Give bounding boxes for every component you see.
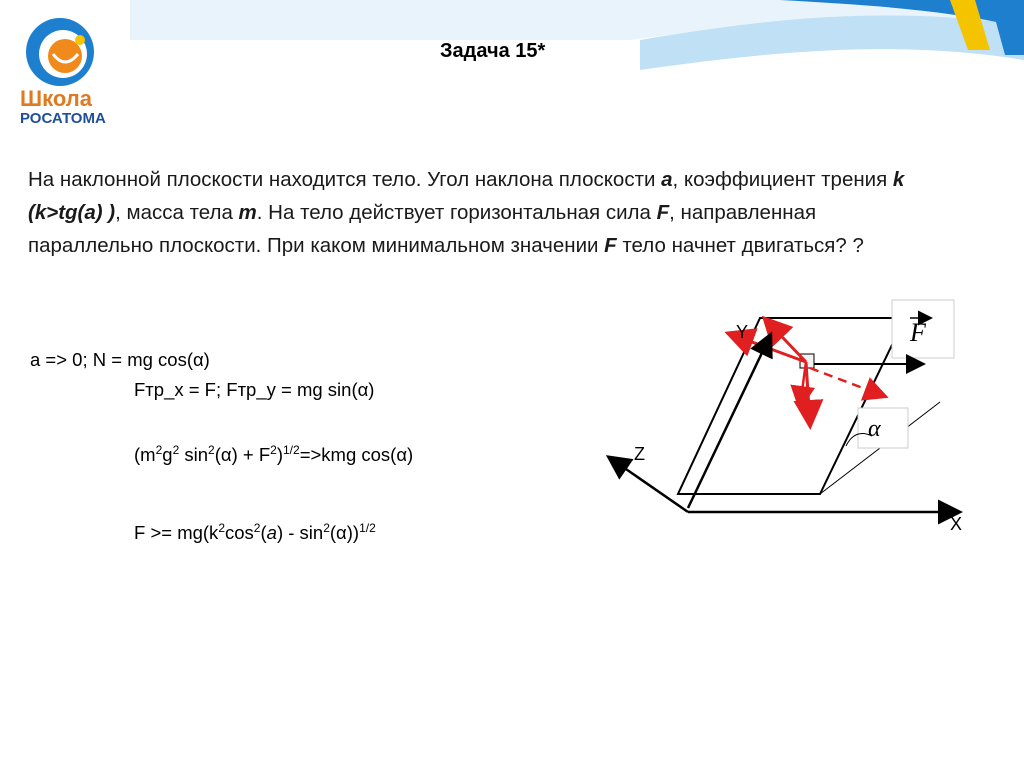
problem-text: , коэффициент трения [672,168,893,191]
problem-text: , масса тела [115,201,239,224]
problem-statement [28,163,928,262]
force-label: F [910,318,926,347]
solution-line-3: ($m^2g^2$ $\sin^2(\alpha) + F^2)^{1/2}=>kmg$ cos(α) [134,443,414,466]
z-axis-label: Z [634,444,645,464]
force-symbol: F [604,234,617,257]
red-vector-down [800,362,806,406]
problem-text: На наклонной плоскости находится тело. Угол наклона плоскости [28,168,662,191]
solution-line-4: $F >= mg(k^2\cos^2(a) - \sin^2(\alpha))^{1/2}$ [134,521,376,544]
angle-symbol: a [661,168,673,191]
y-axis [688,336,770,508]
angle-label-box [858,408,908,448]
solution-line-2: Fтр_x = F; Fтр_y = mg sin(α) [134,379,375,400]
problem-text: , направленная параллельно плоскости. При каком минимальном значении [28,201,817,257]
mass-symbol: m [238,201,257,224]
angle-label: α [868,416,881,442]
y-axis-label: Y [736,322,749,342]
slide-title: Задача 15* [440,40,546,62]
dashed-component [810,368,884,396]
inclined-plane [678,318,905,494]
logo-text-rosatom: РОСАТОМА [20,110,106,127]
x-axis-label: X [950,514,963,534]
z-axis [610,458,688,512]
force-symbol: F [656,201,670,224]
inclined-plane-diagram [600,296,970,536]
problem-text: тело начнет двигаться? ? [616,234,864,257]
solution-line-1: a => 0; N = mg cos(α) [30,349,210,370]
logo-text-shkola: Школа [20,86,92,111]
problem-text: . На тело действует горизонтальная сила [256,201,657,224]
friction-coefficient: k (k>tg(a) ) [28,168,905,224]
gravity-vector [806,362,810,424]
